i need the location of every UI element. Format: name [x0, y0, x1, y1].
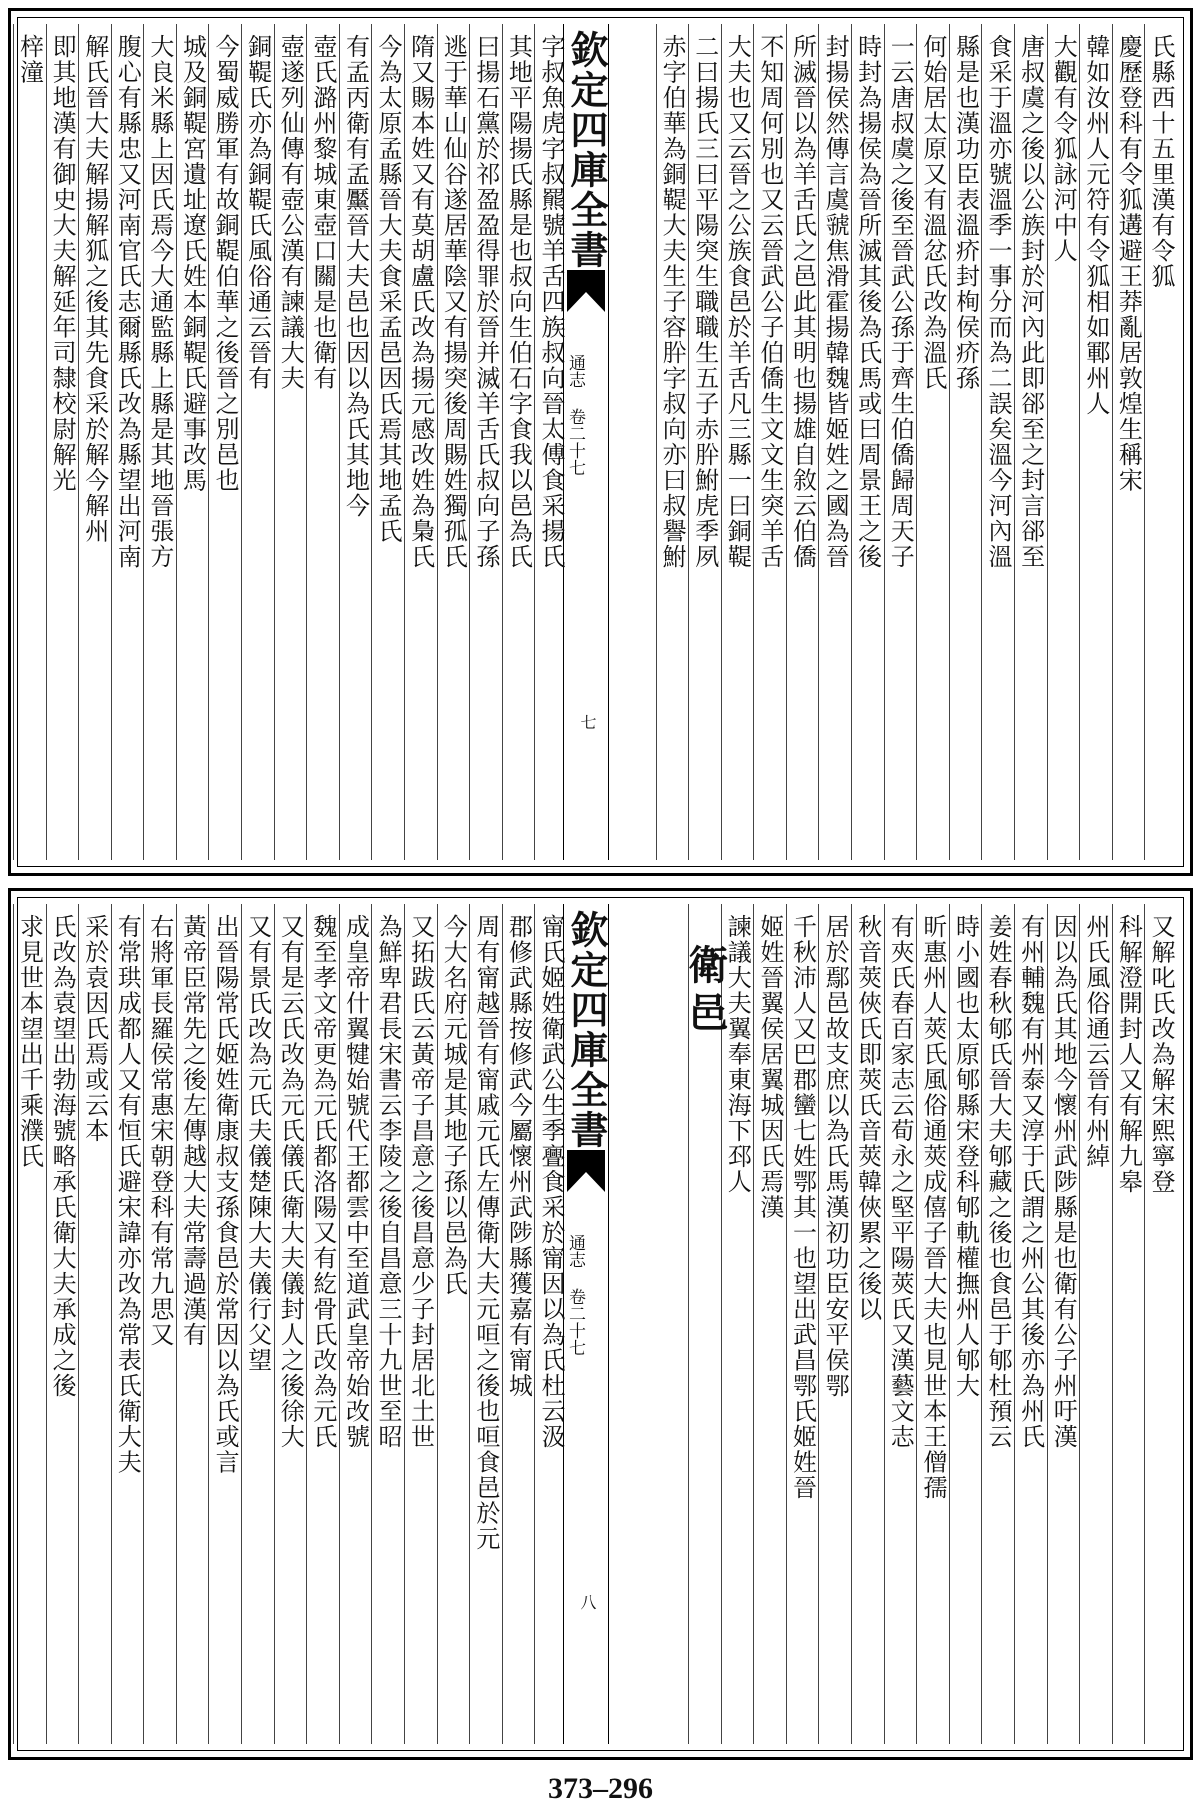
text-column: 今大名府元城是其地子孫以邑為氏 — [437, 904, 470, 1744]
text-column: 其地平陽揚氏縣是也叔向生伯石字食我以邑為氏 — [502, 24, 535, 860]
text-column: 魏至孝文帝更為元氏都洛陽又有紇骨氏改為元氏 — [306, 904, 339, 1744]
top-page-center-strip — [563, 24, 609, 860]
text-column: 因以為氏其地今懷州武陟縣是也衛有公子州吁漢 — [1047, 904, 1080, 1744]
text-column: 不知周何別也又云晉武公子伯僑生文文生突羊舌 — [753, 24, 786, 860]
text-column: 解氏晉大夫解揚解狐之後其先食采於解今解州 — [78, 24, 111, 860]
text-column: 時封為揚侯為晉所滅其後為氏馬或曰周景王之後 — [851, 24, 884, 860]
text-column: 壺氏潞州黎城東壺口關是也衛有 — [306, 24, 339, 860]
text-column: 字叔魚虎字叔羆號羊舌四族叔向晉太傅食采揚氏 — [534, 24, 567, 860]
bottom-page-number: 八 — [578, 1594, 597, 1610]
text-column: 郡修武縣按修武今屬懷州武陟縣獲嘉有甯城 — [502, 904, 535, 1744]
text-column: 壺遂列仙傳有壺公漢有諫議大夫 — [274, 24, 307, 860]
text-column: 時小國也太原郇縣宋登科郇軌權撫州人郇大 — [949, 904, 982, 1744]
text-column: 逃于華山仙谷遂居華陰又有揚突後周賜姓獨孤氏 — [437, 24, 470, 860]
text-column: 衛邑 — [688, 904, 721, 1744]
text-column: 采於袁因氏焉或云本 — [78, 904, 111, 1744]
text-column: 二曰揚氏三曰平陽突生職職生五子赤肸鮒虎季夙 — [688, 24, 721, 860]
text-column: 千秋沛人又巴郡蠻七姓鄂其一也望出武昌鄂氏姬姓晉 — [786, 904, 819, 1744]
text-column: 又有景氏改為元氏夫儀楚陳大夫儀行父望 — [241, 904, 274, 1744]
text-column: 慶歷登科有令狐遘避王莽亂居敦煌生稱宋 — [1112, 24, 1145, 860]
text-column: 有常珙成都人又有恒氏避宋諱亦改為常表氏衛大夫 — [111, 904, 144, 1744]
bottom-page-center-strip — [563, 904, 609, 1744]
text-column: 銅鞮氏亦為銅鞮氏風俗通云晉有 — [241, 24, 274, 860]
text-column: 何始居太原又有溫忿氏改為溫氏 — [916, 24, 949, 860]
text-column: 氏改為袁望出勃海號略承氏衛大夫承成之後 — [46, 904, 79, 1744]
top-page-number: 七 — [578, 714, 597, 730]
fish-tail-mark-icon — [567, 270, 605, 312]
text-column: 諫議大夫翼奉東海下邳人 — [721, 904, 754, 1744]
text-column: 求見世本望出千乘濮氏 — [13, 904, 46, 1744]
text-column: 隋又賜本姓又有莫胡盧氏改為揚元感改姓為梟氏 — [404, 24, 437, 860]
text-column: 食采于溫亦號溫季一事分而為二誤矣溫今河內溫 — [981, 24, 1014, 860]
text-column: 姜姓春秋郇氏晉大夫郇藏之後也食邑于郇杜預云 — [981, 904, 1014, 1744]
bottom-page-border — [17, 897, 1184, 1751]
text-column: 大觀有令狐詠河中人 — [1047, 24, 1080, 860]
text-column: 縣是也漢功臣表溫疥封栒侯疥孫 — [949, 24, 982, 860]
text-column: 腹心有縣忠又河南官氏志爾縣氏改為縣望出河南 — [111, 24, 144, 860]
text-column: 姬姓晉翼侯居翼城因氏焉漢 — [753, 904, 786, 1744]
top-left-text-block — [15, 24, 567, 860]
top-page-panel — [8, 8, 1193, 876]
text-column: 居於鄢邑故支庶以為氏馬漢初功臣安平侯鄂 — [818, 904, 851, 1744]
text-column: 黃帝臣常先之後左傳越大夫常壽過漢有 — [176, 904, 209, 1744]
bottom-right-text-block — [577, 904, 1177, 1744]
top-right-text-block — [577, 24, 1177, 860]
text-column: 為鮮卑君長宋書云李陵之後自昌意三十九世至昭 — [371, 904, 404, 1744]
text-column: 州氏風俗通云晉有州綽 — [1079, 904, 1112, 1744]
bottom-volume-label: 通志 卷二十七 — [565, 1234, 585, 1356]
top-page-border — [17, 17, 1184, 867]
text-column: 一云唐叔虞之後至晉武公孫于齊生伯僑歸周天子 — [884, 24, 917, 860]
text-column: 封揚侯然傳言虞虢焦滑霍揚韓魏皆姬姓之國為晉 — [818, 24, 851, 860]
text-column: 所滅晉以為羊舌氏之邑此其明也揚雄自敘云伯僑 — [786, 24, 819, 860]
text-column: 韓如汝州人元符有令狐相如鄆州人 — [1079, 24, 1112, 860]
text-column: 有孟丙衛有孟黶晉大夫邑也因以為氏其地今 — [339, 24, 372, 860]
text-column: 大良米縣上因氏焉今大通監縣上縣是其地晉張方 — [143, 24, 176, 860]
text-column: 大夫也又云晉之公族食邑於羊舌凡三縣一曰銅鞮 — [721, 24, 754, 860]
text-column: 周有甯越晉有甯戚元氏左傳衛大夫元咺之後也咺食邑於元 — [469, 904, 502, 1744]
text-column: 今為太原孟縣晉大夫食采孟邑因氏焉其地孟氏 — [371, 24, 404, 860]
text-column: 科解澄開封人又有解九皋 — [1112, 904, 1145, 1744]
text-column: 又有是云氏改為元氏儀氏衛大夫儀封人之後徐大 — [274, 904, 307, 1744]
text-column: 成皇帝什翼犍始號代王都雲中至道武皇帝始改號 — [339, 904, 372, 1744]
bottom-page-panel — [8, 888, 1193, 1760]
text-column: 出晉陽常氏姬姓衛康叔支孫食邑於常因以為氏或言 — [208, 904, 241, 1744]
text-column: 又解叱氏改為解宋熙寧登 — [1144, 904, 1177, 1744]
text-column: 即其地漢有御史大夫解延年司隸校尉解光 — [46, 24, 79, 860]
text-column: 梓潼 — [13, 24, 46, 860]
text-column: 城及銅鞮宮遺址遼氏姓本銅鞮氏避事改馬 — [176, 24, 209, 860]
text-column: 甯氏姬姓衛武公生季亹食采於甯因以為氏杜云汲 — [534, 904, 567, 1744]
text-column: 氏縣西十五里漢有令狐 — [1144, 24, 1177, 860]
top-volume-label: 通志 卷二十七 — [565, 354, 585, 476]
text-column: 唐叔虞之後以公族封於河內此即郤至之封言郤至 — [1014, 24, 1047, 860]
text-column: 有州輔魏有州泰又淳于氏謂之州公其後亦為州氏 — [1014, 904, 1047, 1744]
text-column: 曰揚石黨於祁盈盈得罪於晉并滅羊舌氏叔向子孫 — [469, 24, 502, 860]
text-column: 又拓跋氏云黃帝子昌意之後昌意少子封居北土世 — [404, 904, 437, 1744]
page-footer-number: 373–296 — [548, 1772, 653, 1805]
top-header-title: 欽定四庫全書 — [564, 30, 609, 270]
fish-tail-mark-icon — [567, 1150, 605, 1192]
text-column: 有夾氏春百家志云荀永之堅平陽莢氏又漢藝文志 — [884, 904, 917, 1744]
bottom-left-text-block — [15, 904, 567, 1744]
text-column: 今蜀威勝軍有故銅鞮伯華之後晉之別邑也 — [208, 24, 241, 860]
text-column: 秋音莢俠氏即莢氏音莢韓俠累之後以 — [851, 904, 884, 1744]
text-column: 昕惠州人莢氏風俗通莢成僖子晉大夫也見世本王僧孺 — [916, 904, 949, 1744]
text-column: 赤字伯華為銅鞮大夫生子容肸字叔向亦曰叔譽鮒 — [656, 24, 689, 860]
bottom-header-title: 欽定四庫全書 — [564, 910, 609, 1150]
text-column: 右將軍長羅侯常惠宋朝登科有常九思又 — [143, 904, 176, 1744]
